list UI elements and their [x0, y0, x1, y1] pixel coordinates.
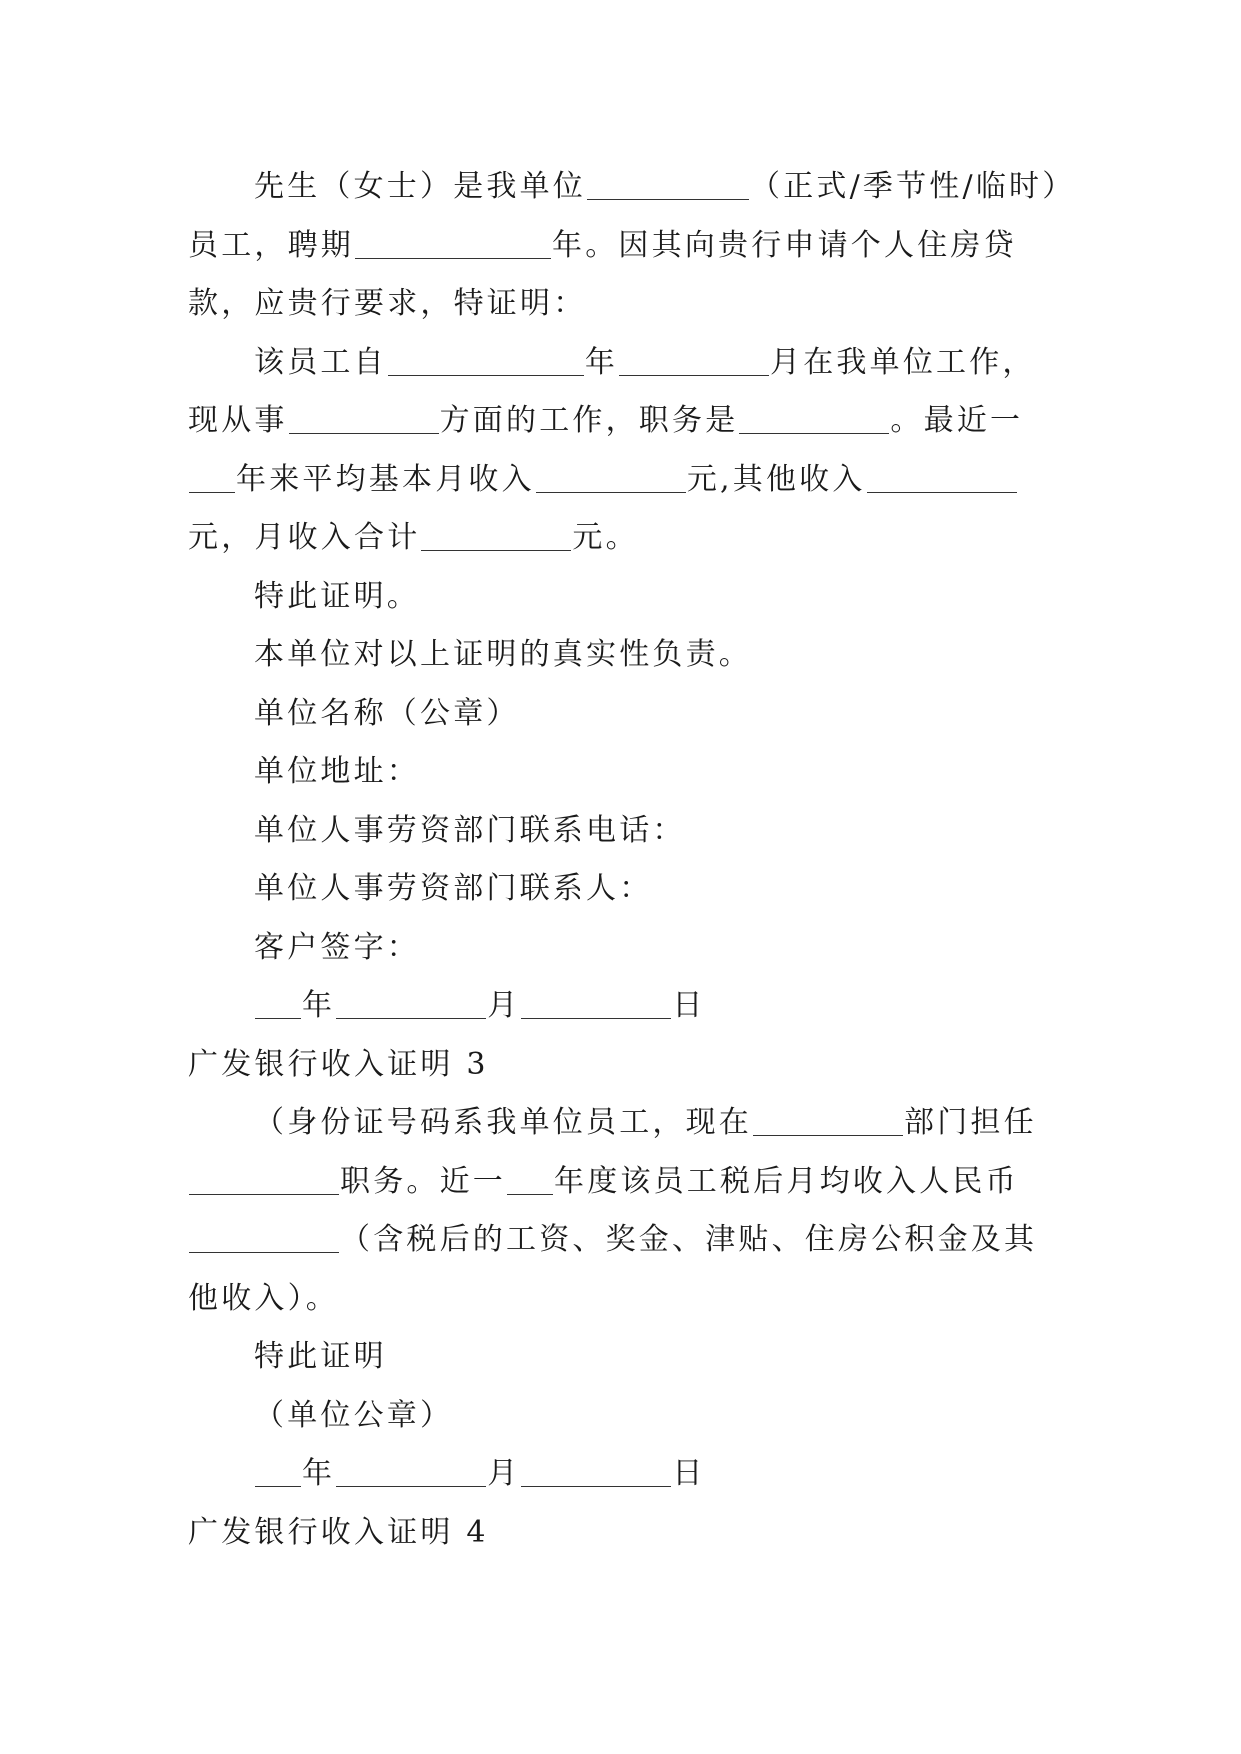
- blank-field: [336, 1456, 486, 1487]
- s3-line-3: [188, 1211, 1058, 1270]
- blank-field: [189, 1164, 339, 1195]
- blank-field: [867, 462, 1017, 493]
- p2-line-1: [188, 334, 1058, 393]
- unit-name-line: 单位名称（公章）: [254, 695, 520, 731]
- section-4-heading: 广发银行收入证明 4: [188, 1514, 489, 1550]
- unit-address-line: 单位地址：: [254, 754, 420, 789]
- text: （含税后的工资、奖金、津贴、住房公积金及其: [340, 1222, 1038, 1257]
- blank-field: [536, 462, 686, 493]
- blank-field: [507, 1164, 553, 1195]
- blank-field: [753, 1105, 903, 1136]
- p1-line-3: [188, 275, 1058, 334]
- blank-field: [336, 988, 486, 1019]
- date-line-2: [188, 1445, 1058, 1504]
- text: 日: [672, 988, 706, 1023]
- text: （身份证号码系我单位员工，现在: [254, 1105, 752, 1140]
- section-3-heading: 广发银行收入证明 3: [188, 1046, 489, 1082]
- text: 款，应贵行要求，特证明：: [188, 286, 587, 321]
- text: 月: [487, 988, 521, 1023]
- text: 元,其他收入: [686, 461, 866, 497]
- blank-field: [355, 228, 551, 259]
- certify-line: 特此证明。: [254, 578, 420, 614]
- blank-field: [421, 520, 571, 551]
- text: 现从事: [188, 403, 288, 438]
- text: 部门担任: [904, 1105, 1037, 1140]
- s3-line-2: [188, 1153, 1058, 1212]
- p2-line-3: [188, 451, 1058, 510]
- text: 职务。近一: [340, 1163, 506, 1199]
- text: 日: [672, 1456, 706, 1491]
- text: 年: [302, 1456, 336, 1491]
- text: 月在我单位工作，: [770, 344, 1036, 380]
- text: 元。: [572, 520, 639, 555]
- responsible-line: 本单位对以上证明的真实性负责。: [254, 637, 752, 672]
- text: 方面的工作，职务是: [439, 403, 739, 438]
- s3-seal-line: （单位公章）: [254, 1397, 454, 1433]
- document-body: [188, 158, 1076, 1562]
- blank-field: [289, 403, 439, 434]
- blank-field: [521, 988, 671, 1019]
- text: 员工，聘期: [188, 227, 354, 263]
- text: 年来平均基本月收入: [236, 461, 535, 497]
- blank-field: [255, 988, 301, 1019]
- s3-line-4: [188, 1270, 1058, 1329]
- hr-contact-line: 单位人事劳资部门联系人：: [254, 871, 653, 906]
- text: （正式/季节性/临时）: [750, 169, 1076, 204]
- blank-field: [739, 403, 889, 434]
- blank-field: [388, 345, 584, 376]
- blank-field: [619, 345, 769, 376]
- date-line-1: [188, 977, 1058, 1036]
- text: 该员工自: [254, 344, 387, 380]
- blank-field: [189, 1222, 339, 1253]
- p1-line-2: [188, 217, 1058, 276]
- blank-field: [189, 462, 235, 493]
- s3-certify-line: 特此证明: [254, 1339, 387, 1374]
- text: 。最近一: [890, 403, 1024, 438]
- text: 月: [487, 1456, 521, 1491]
- p1-line-1: [188, 158, 1076, 217]
- signature-line: 客户签字：: [254, 929, 420, 965]
- p2-line-2: [188, 392, 1058, 451]
- text: 元，月收入合计: [188, 520, 421, 555]
- blank-field: [587, 169, 749, 200]
- text: 年度该员工税后月均收入人民币: [554, 1163, 1019, 1199]
- hr-phone-line: 单位人事劳资部门联系电话：: [254, 812, 686, 848]
- blank-field: [255, 1456, 301, 1487]
- blank-field: [521, 1456, 671, 1487]
- text: 年: [302, 988, 336, 1023]
- text: 先生（女士）是我单位: [254, 169, 586, 204]
- s3-line-1: [188, 1094, 1058, 1153]
- text: 年。因其向贵行申请个人住房贷: [552, 227, 1017, 263]
- p2-line-4: [188, 509, 1058, 568]
- text: 他收入）。: [188, 1280, 339, 1316]
- text: 年: [584, 344, 619, 380]
